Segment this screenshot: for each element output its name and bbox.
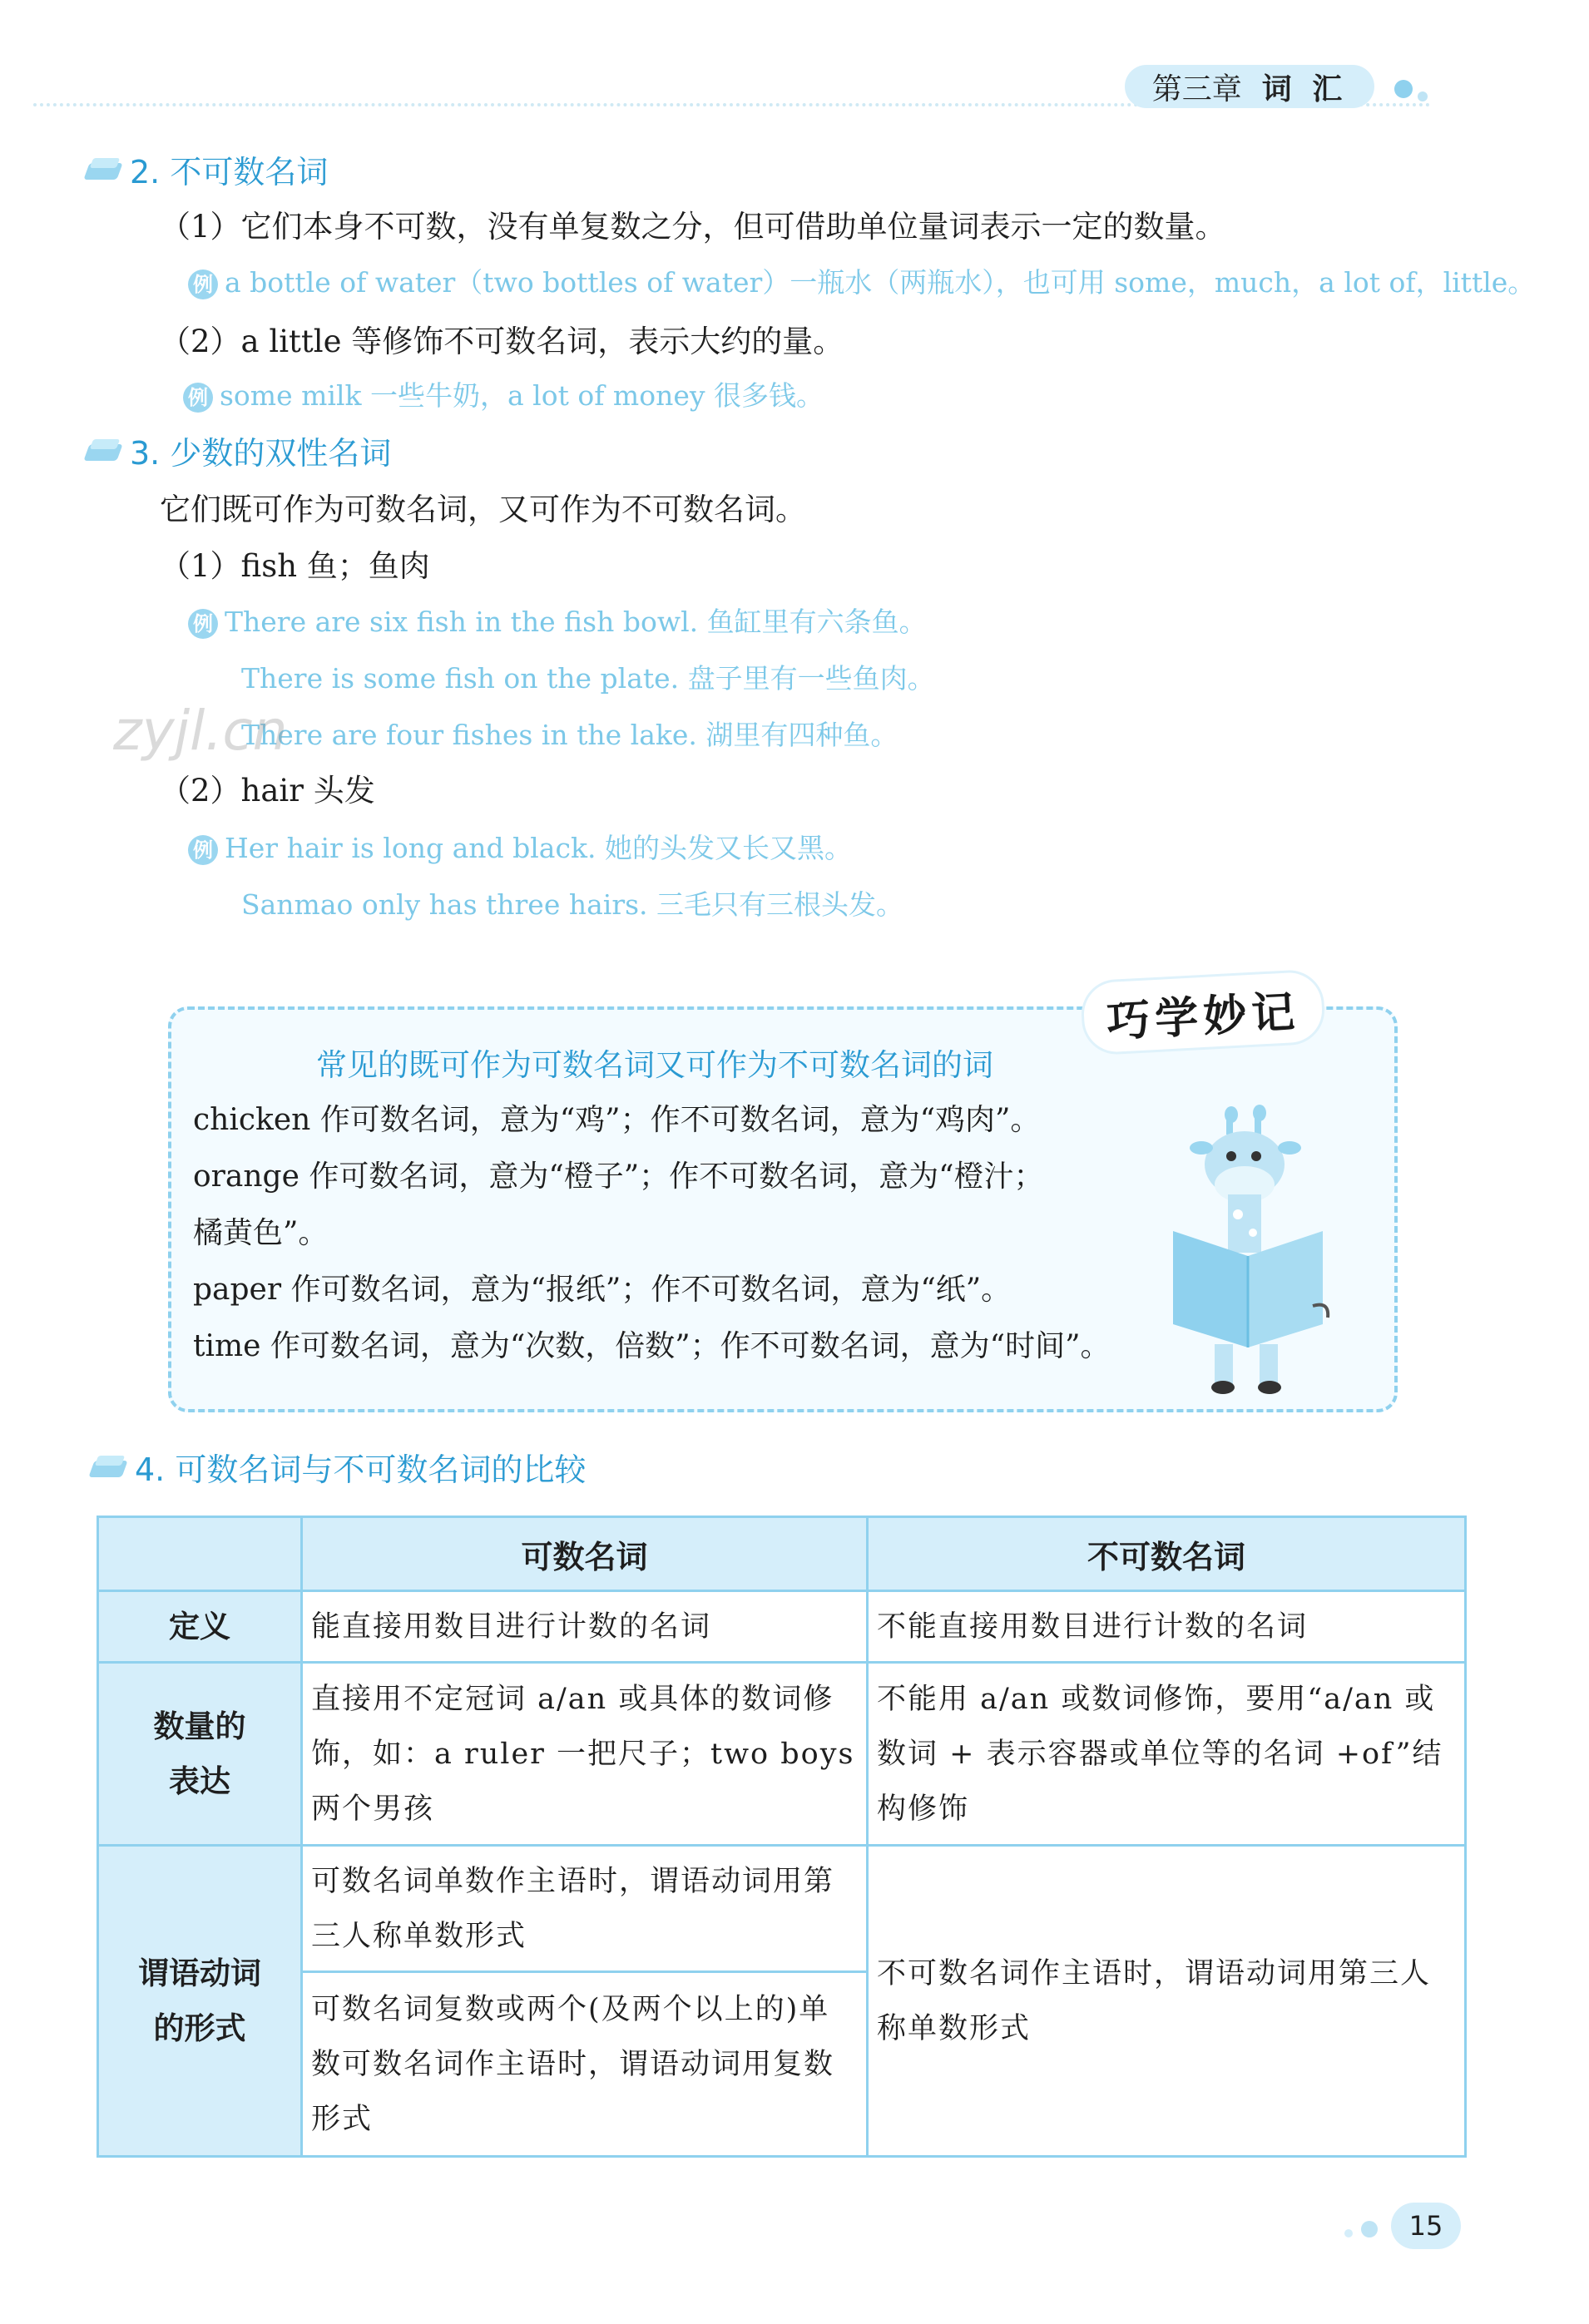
example-text: There are six fish in the fish bowl. 鱼缸里有六条鱼。 [225, 606, 927, 638]
section-heading-3 [87, 428, 391, 473]
section-heading-4 [92, 1444, 586, 1490]
decor-dot [1344, 2229, 1353, 2237]
book-icon [87, 158, 121, 181]
example-text: a bottle of water（two bottles of water）一瓶水（两瓶水），也可用 some，much，a lot of，little。 [225, 266, 1536, 299]
chapter-label: 第三章 [1151, 72, 1242, 106]
column-header: 可数名词 [302, 1517, 868, 1591]
example-text: There is some fish on the plate. 盘子里有一些鱼肉。 [241, 662, 935, 695]
paragraph: （1）fish 鱼；鱼肉 [160, 548, 430, 584]
book-icon [87, 439, 121, 462]
section-title: 4. 可数名词与不可数名词的比较 [135, 1451, 587, 1488]
example-badge-icon: 例 [188, 269, 218, 299]
chapter-header [1125, 65, 1374, 108]
decor-dot [1394, 80, 1413, 98]
row-header-line: 数量的 [153, 1708, 246, 1744]
chapter-topic: 词 汇 [1261, 72, 1348, 106]
example-line [188, 601, 927, 640]
section-title: 2. 不可数名词 [130, 154, 329, 190]
paragraph: （2）a little 等修饰不可数名词，表示大约的量。 [160, 324, 844, 359]
decor-dot [1418, 91, 1428, 101]
paragraph: （2）hair 头发 [160, 773, 375, 808]
memo-line: orange 作可数名词，意为“橙子”；作不可数名词，意为“橙汁； [193, 1160, 1044, 1194]
row-header-line: 谓语动词 [138, 1955, 261, 1991]
decor-dot [1361, 2221, 1378, 2237]
table-cell: 不可数名词作主语时，谓语动词用第三人称单数形式 [868, 1846, 1466, 2157]
memo-line: 橘黄色”。 [193, 1216, 329, 1250]
example-line [183, 374, 824, 413]
memo-badge: 巧学妙记 [1080, 968, 1326, 1056]
example-badge-icon: 例 [188, 609, 218, 639]
table-row [98, 1591, 1466, 1663]
table-row [98, 1846, 1466, 1972]
table-row [98, 1663, 1466, 1846]
memo-line: time 作可数名词，意为“次数，倍数”；作不可数名词，意为“时间”。 [193, 1329, 1111, 1363]
example-line [188, 827, 852, 866]
row-header-line: 的形式 [153, 2010, 246, 2046]
example-line [188, 261, 1535, 300]
table-cell: 能直接用数目进行计数的名词 [302, 1591, 868, 1663]
table-cell: 可数名词复数或两个(及两个以上的)单数可数名词作主语时，谓语动词用复数形式 [302, 1972, 868, 2157]
memo-line: chicken 作可数名词，意为“鸡”；作不可数名词，意为“鸡肉”。 [193, 1103, 1041, 1137]
example-badge-icon: 例 [183, 383, 213, 413]
comparison-table [97, 1516, 1467, 2158]
table-corner-cell [98, 1517, 302, 1591]
book-icon [92, 1456, 126, 1479]
example-badge-icon: 例 [188, 835, 218, 865]
row-header [98, 1663, 302, 1846]
row-header [98, 1846, 302, 2157]
column-header: 不可数名词 [868, 1517, 1466, 1591]
row-header-line: 表达 [169, 1763, 230, 1799]
memo-line: paper 作可数名词，意为“报纸”；作不可数名词，意为“纸”。 [193, 1273, 1012, 1307]
example-text: There are four fishes in the lake. 湖里有四种鱼。 [241, 719, 898, 751]
giraffe-reading-icon [1173, 1098, 1331, 1397]
paragraph: 它们既可作为可数名词，又可作为不可数名词。 [160, 492, 806, 527]
section-title: 3. 少数的双性名词 [130, 435, 392, 472]
page-number: 15 [1391, 2203, 1461, 2249]
table-cell: 可数名词单数作主语时，谓语动词用第三人称单数形式 [302, 1846, 868, 1972]
paragraph: （1）它们本身不可数，没有单复数之分，但可借助单位量词表示一定的数量。 [160, 209, 1226, 245]
memo-heading: 常见的既可作为可数名词又可作为不可数名词的词 [316, 1047, 993, 1083]
table-cell: 不能用 a/an 或数词修饰，要用“a/an 或数词 + 表示容器或单位等的名词 +of”结构修饰 [868, 1663, 1466, 1846]
table-header-row [98, 1517, 1466, 1591]
example-text: some milk 一些牛奶，a lot of money 很多钱。 [220, 379, 824, 412]
watermark: zyjl.cn [113, 699, 288, 763]
table-cell: 不能直接用数目进行计数的名词 [868, 1591, 1466, 1663]
example-text: Her hair is long and black. 她的头发又长又黑。 [225, 832, 852, 864]
section-heading-2 [87, 146, 328, 192]
table-cell: 直接用不定冠词 a/an 或具体的数词修饰，如：a ruler 一把尺子；two boys 两个男孩 [302, 1663, 868, 1846]
example-text: Sanmao only has three hairs. 三毛只有三根头发。 [241, 888, 904, 921]
row-header: 定义 [98, 1591, 302, 1663]
